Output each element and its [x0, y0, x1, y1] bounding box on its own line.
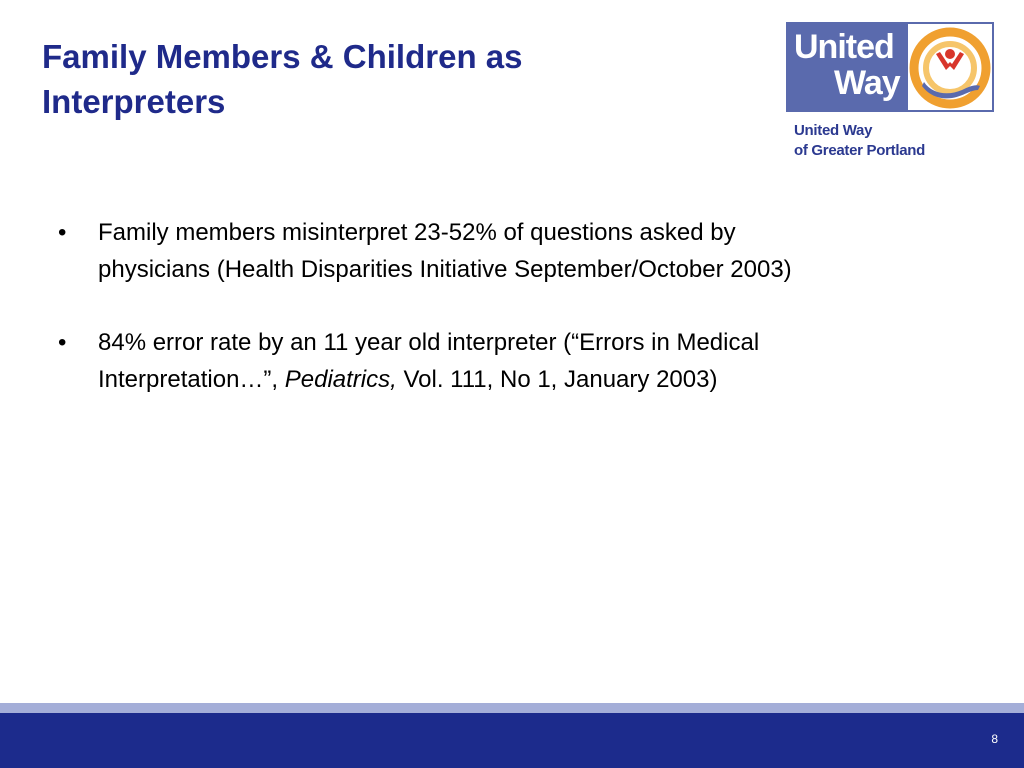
journal-name: Pediatrics,	[284, 366, 397, 393]
slide-title	[42, 34, 742, 124]
slide-title-line1: Family Members & Children as	[42, 38, 523, 75]
organization-name-line2: of Greater Portland	[794, 142, 925, 159]
organization-name	[794, 121, 925, 161]
helping-hand-rainbow-icon	[908, 24, 992, 110]
bullet-item	[58, 324, 828, 398]
united-way-logo	[786, 22, 994, 112]
bullet-text-before: 84% error rate by an 11 year old interpreter (“Errors in Medical Interpretation…”,	[98, 329, 760, 393]
slide-title-line2: Interpreters	[42, 83, 226, 120]
footer-stripe	[0, 703, 1024, 713]
bullet-item	[58, 214, 828, 288]
bullet-marker: •	[58, 219, 67, 246]
logo-word-way: Way	[834, 64, 900, 102]
footer-bar	[0, 713, 1024, 768]
bullet-text	[98, 329, 759, 393]
trademark-symbol: TM	[981, 102, 990, 108]
bullet-marker: •	[58, 329, 67, 356]
organization-name-line1: United Way	[794, 122, 873, 139]
bullet-text-after: Vol. 111, No 1, January 2003)	[396, 366, 718, 393]
bullet-text: Family members misinterpret 23-52% of questions asked by physicians (Health Disparities Initiative September/October 2003)	[98, 219, 792, 283]
bullet-list	[58, 214, 828, 434]
logo-word-united: United	[794, 28, 894, 66]
page-number: 8	[991, 732, 998, 746]
